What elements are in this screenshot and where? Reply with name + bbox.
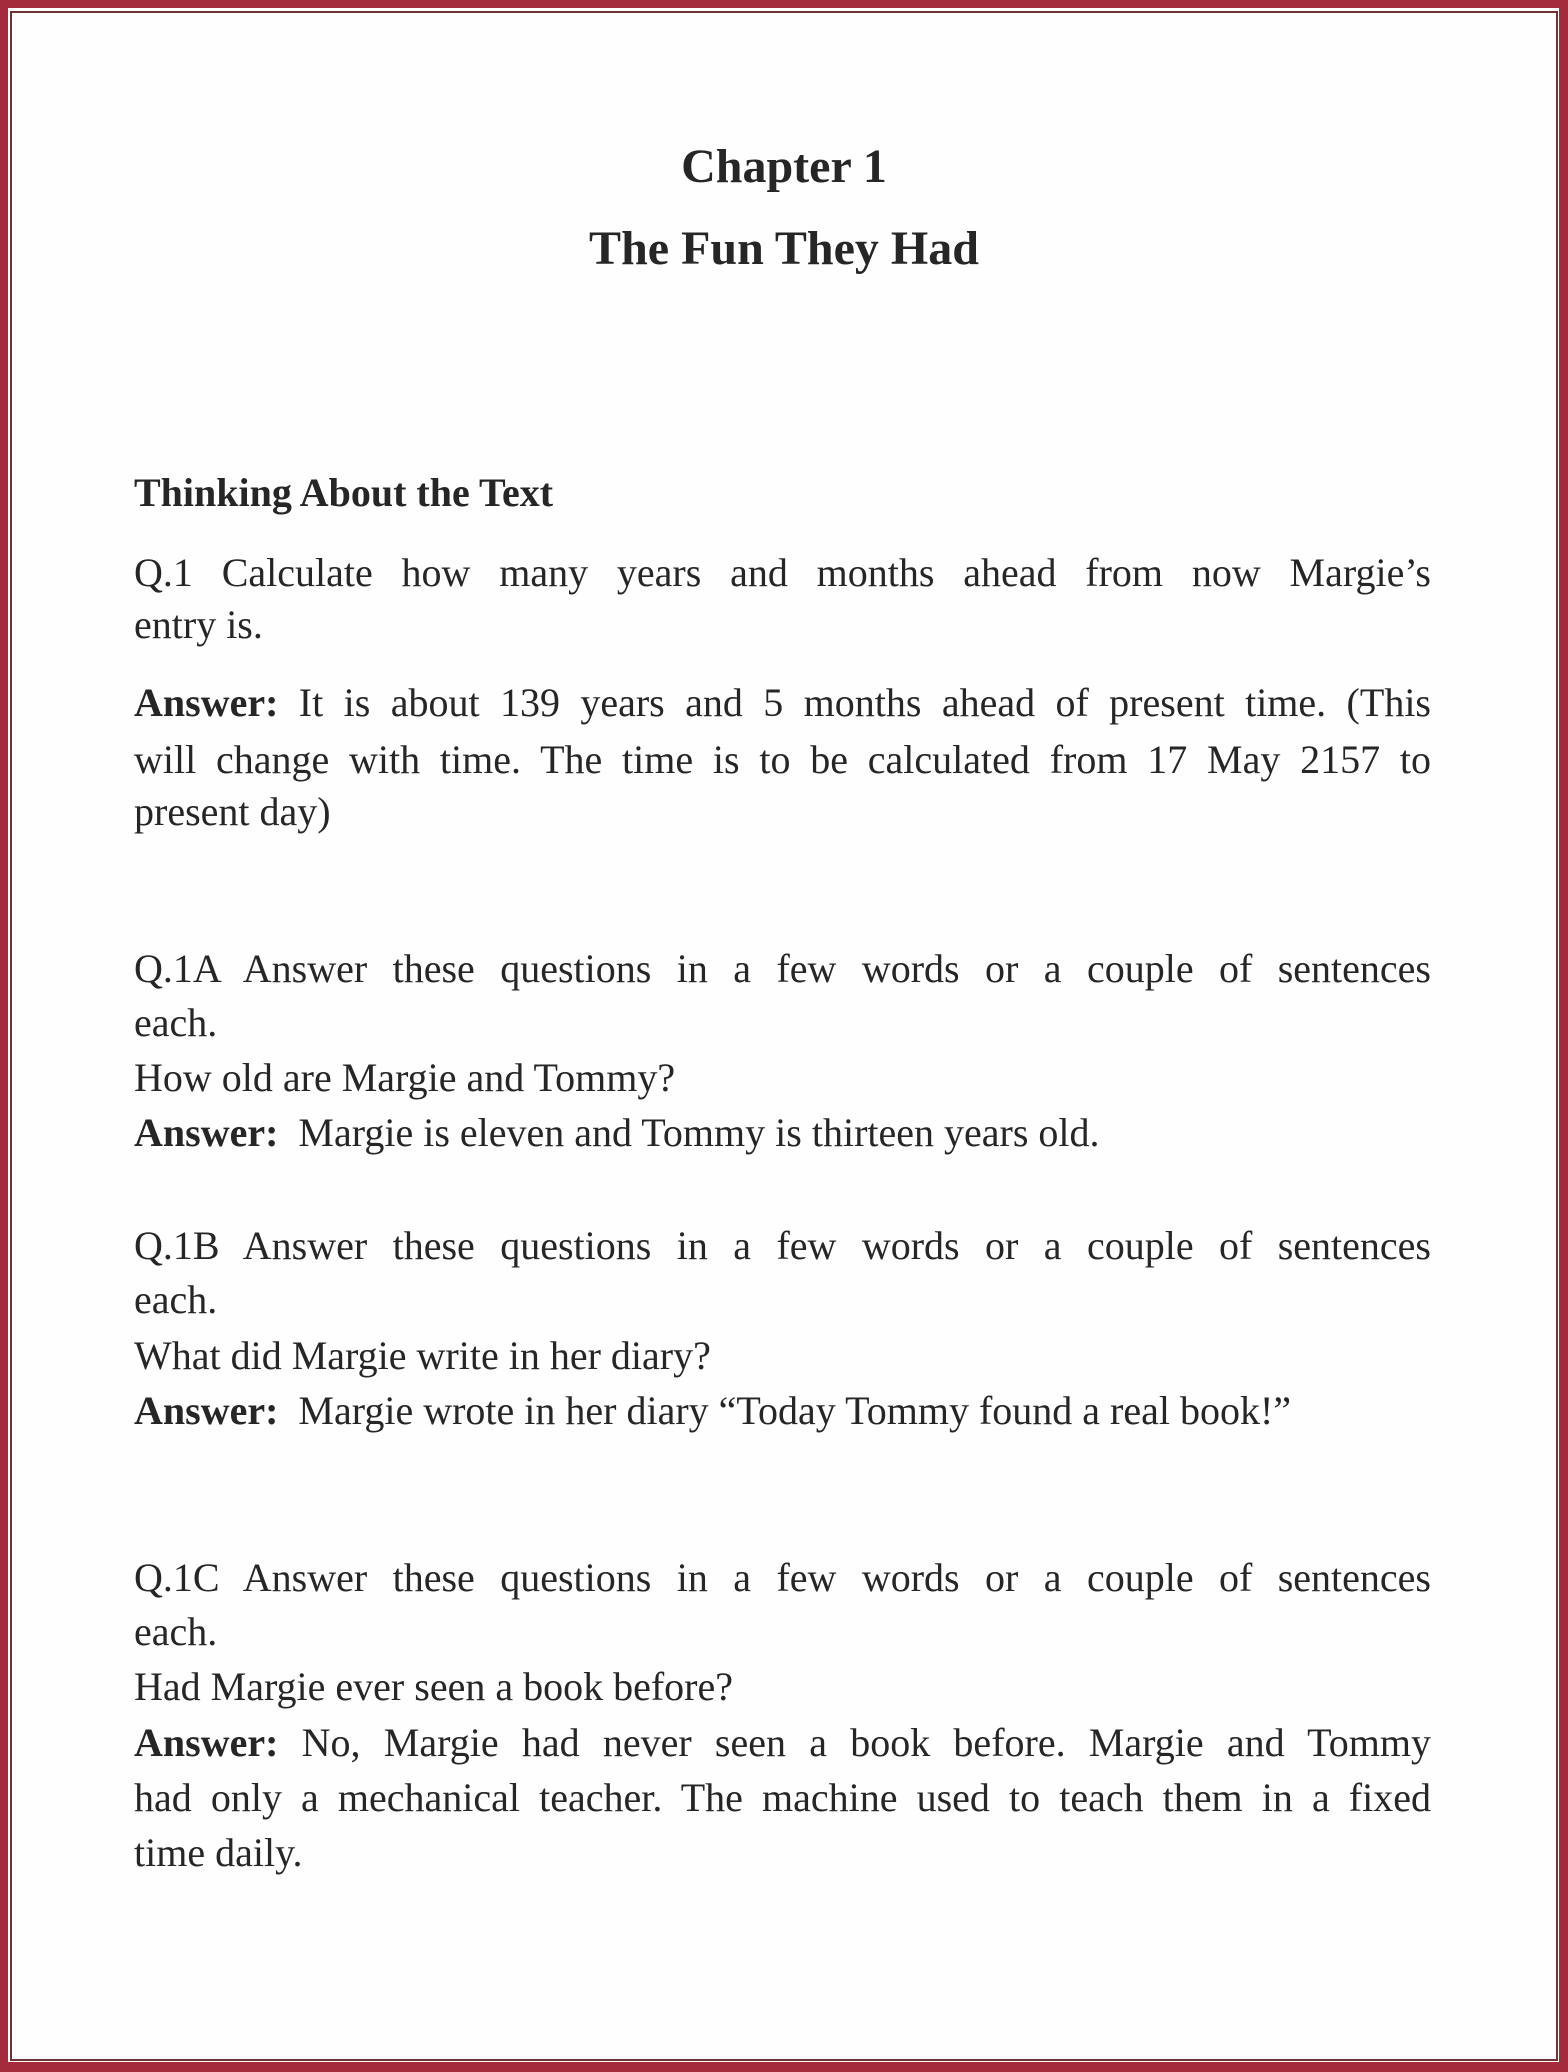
answer-text: No, Margie had never seen a book before. Margie and Tommy	[278, 1720, 1431, 1765]
answer-1-line-1	[134, 680, 1431, 725]
question-1a-text: Q.1A Answer these questions in a few words or a couple of sentences	[134, 946, 1431, 991]
question-1a-text-cont: each.	[134, 1000, 218, 1045]
answer-label: Answer:	[134, 1110, 279, 1155]
answer-1c-line-1	[134, 1720, 1431, 1765]
answer-text: Margie wrote in her diary “Today Tommy found a real book!”	[278, 1388, 1292, 1433]
question-1-text: Q.1 Calculate how many years and months ahead from now Margie’s	[134, 550, 1431, 595]
question-1-text-cont: entry is.	[134, 602, 263, 647]
question-1c-prompt: Had Margie ever seen a book before?	[134, 1664, 733, 1709]
question-1c-text-cont: each.	[134, 1609, 218, 1654]
answer-1-line-3: present day)	[134, 789, 331, 834]
question-1b-text-cont: each.	[134, 1277, 218, 1322]
answer-1c-line-3: time daily.	[134, 1830, 303, 1875]
question-1a-prompt: How old are Margie and Tommy?	[134, 1055, 676, 1100]
question-1b-text: Q.1B Answer these questions in a few words or a couple of sentences	[134, 1223, 1431, 1268]
answer-1a	[134, 1110, 1431, 1155]
chapter-title: The Fun They Had	[589, 222, 979, 275]
answer-text: Margie is eleven and Tommy is thirteen years old.	[278, 1110, 1100, 1155]
section-heading: Thinking About the Text	[134, 470, 554, 515]
answer-1c-line-2: had only a mechanical teacher. The machine used to teach them in a fixed	[134, 1775, 1431, 1820]
question-1b-prompt: What did Margie write in her diary?	[134, 1333, 711, 1378]
answer-1b	[134, 1388, 1431, 1433]
answer-label: Answer:	[134, 1720, 279, 1765]
answer-label: Answer:	[134, 1388, 279, 1433]
answer-text: It is about 139 years and 5 months ahead of present time. (This	[278, 680, 1431, 725]
chapter-number: Chapter 1	[681, 140, 887, 193]
answer-label: Answer:	[134, 680, 279, 725]
answer-1-line-2: will change with time. The time is to be calculated from 17 May 2157 to	[134, 737, 1431, 782]
question-1c-text: Q.1C Answer these questions in a few words or a couple of sentences	[134, 1555, 1431, 1600]
